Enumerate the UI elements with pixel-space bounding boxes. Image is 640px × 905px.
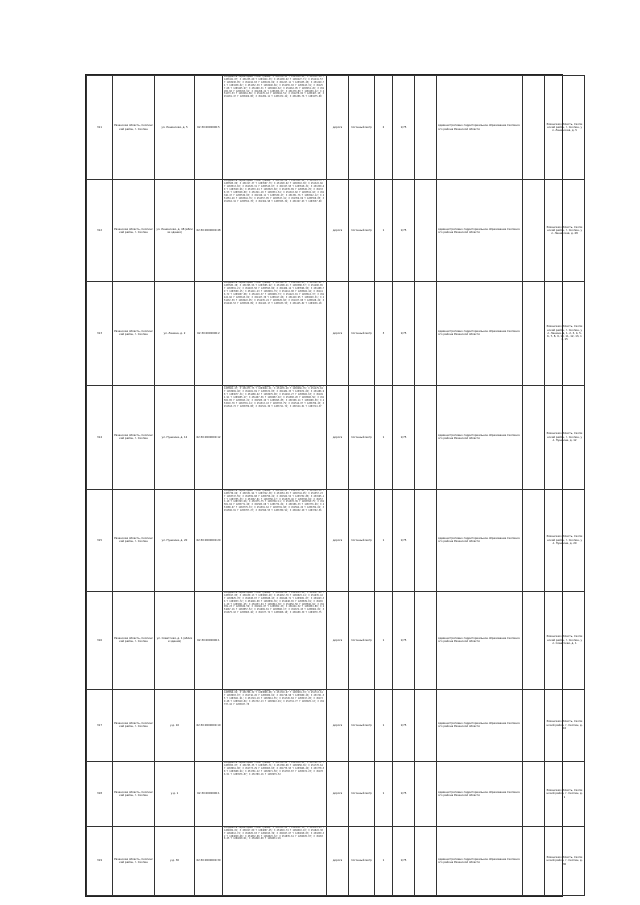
street-cell: ул. Ленина, д. 2 [155,282,195,385]
condition-cell: 1/75 [393,76,415,180]
condition-cell: 1/75 [393,180,415,282]
condition-cell: 1/75 [393,689,415,761]
geo-coordinates-text: Координаты характерных точек границ: X 451703.03 Y 1283893.39; X 451705.68 Y 1283896.04; X 451708.32 Y 1283898.68; X 451710.97 Y 1283901.33; X 451713.61 Y 1283903.97; X 451716.26 Y 1283906.62; X 451718.90 Y 1283909.26; X 451721.55 Y 1283911.91; X 451724.19 Y 1283914.55; X 451726.84 Y 1283917.20; X 451729.48 Y 1283919.84; X 451732.13 Y 1283922.49; X 451734.77 Y 1283925.13; X 451737.42 Y 1283927.78 [224,689,325,707]
geo-coordinates-cell [223,282,327,385]
length-cell: 1 [375,762,393,827]
municipality-cell: Рязанская область, Скопинский район, г. Скопин [113,826,155,895]
empty-cell [523,180,545,282]
object-type-cell: дорога [327,489,349,591]
row-number: 317 [87,689,113,761]
table-row [87,76,585,180]
object-type-cell: дорога [327,180,349,282]
cadastral-cell: 62:30:0000000:1 [195,591,223,689]
cadastral-cell: 62:30:0000000:12 [195,385,223,489]
street-cell: ул. Советская, д. 1 (вблизи здания) [155,591,195,689]
empty-cell [523,591,545,689]
empty-cell [415,762,437,827]
empty-cell [523,282,545,385]
geo-coordinates-cell [223,591,327,689]
unit-cell: погонный метр [349,180,375,282]
geo-coordinates-text: Координаты характерных точек границ: X 451811.80 Y 1284002.16; X 451814.45 Y 1284004.81; X 451817.09 Y 1284007.45; X 451819.74 Y 1284010.10; X 451822.38 Y 1284012.74; X 451825.03 Y 1284015.39; X 451827.67 Y 1284018.03; X 451830.32 Y 1284020.68; X 451832.96 Y 1284023.32; X 451835.61 Y 1284025.97; X 451838.25 Y 1284028.61; X 451840.90 Y 1284031.26 [224,826,325,841]
row-number: 311 [87,76,113,180]
geo-coordinates-cell [223,689,327,761]
owner-cell: Рязанская область, Скопинский район, г. Скопин, ул. Ленинская, д. 48 [545,180,585,282]
empty-cell [523,385,545,489]
table-row [87,826,585,895]
municipality-cell: Рязанская область, Скопинский район, г. Скопин [113,180,155,282]
street-cell: у.д. 10 [155,689,195,761]
cadastral-cell: 62:30:0000000:1 [195,762,223,827]
length-cell: 3 [375,282,393,385]
basis-cell: Административно-территориальное образование Скопинского района Рязанской области [437,282,523,385]
geo-coordinates-text: Координаты характерных точек границ: X 451546.65 Y 1283737.01; X 451549.30 Y 1283739.66; X 451551.94 Y 1283742.30; X 451554.59 Y 1283744.95; X 451557.23 Y 1283747.59; X 451559.88 Y 1283750.24; X 451562.52 Y 1283752.88; X 451565.17 Y 1283755.53; X 451567.81 Y 1283758.17; X 451570.46 Y 1283760.82; X 451573.10 Y 1283763.46; X 451575.75 Y 1283766.11; X 451578.39 Y 1283768.75; X 451581.04 Y 1283771.40; X 451583.68 Y 1283774.04; X 451586.33 Y 1283776.69; X 451588.97 Y 1283779.33; X 451591.62 Y 1283781.98; X 451594.26 Y 1283784.62; X 451596.91 Y 1283787.27; X 451599.55 Y 1283789.91; X 451602.20 Y 1283792.56 [224,489,325,513]
condition-cell: 1/75 [393,282,415,385]
owner-cell: Рязанская область, Скопинский район, г. Скопин, ул. Пушкина, д. 12 [545,385,585,489]
municipality-cell: Рязанская область, Скопинский район, г. Скопин [113,762,155,827]
owner-cell: Рязанская область, Скопинский район, г. Скопин, ул. Советская, д. 1 [545,591,585,689]
owner-cell: Рязанская область, Скопинский район, г. Скопин, ул. Ленинская, д. 5 [545,76,585,180]
unit-cell: погонный метр [349,762,375,827]
cadastral-cell: 62:30:0000000:10 [195,689,223,761]
row-number: 313 [87,282,113,385]
geo-coordinates-text: Координаты характерных точек границ: X 451468.46 Y 1283658.82; X 451471.11 Y 1283661.47; X 451473.75 Y 1283664.11; X 451476.40 Y 1283666.76; X 451479.04 Y 1283669.40; X 451481.69 Y 1283672.05; X 451484.33 Y 1283674.69; X 451486.98 Y 1283677.34; X 451489.62 Y 1283679.98; X 451492.27 Y 1283682.63; X 451494.91 Y 1283685.27; X 451497.56 Y 1283687.92; X 451500.20 Y 1283690.56; X 451502.85 Y 1283693.21; X 451505.49 Y 1283695.85; X 451508.14 Y 1283698.50; X 451510.78 Y 1283701.14; X 451513.43 Y 1283703.79; X 451516.07 Y 1283706.43; X 451518.72 Y 1283709.08; X 451521.36 Y 1283711.72; X 451524.01 Y 1283714.37 [224,385,325,408]
unit-cell: погонный метр [349,282,375,385]
empty-cell [523,762,545,827]
object-type-cell: дорога [327,385,349,489]
municipality-cell: Рязанская область, Скопинский район, г. Скопин [113,385,155,489]
row-number: 314 [87,385,113,489]
object-type-cell: дорога [327,76,349,180]
geo-coordinates-text: Координаты характерных точек границ: X 451390.27 Y 1283580.63; X 451392.92 Y 1283583.28; X 451395.56 Y 1283585.92; X 451398.21 Y 1283588.57; X 451400.85 Y 1283591.21; X 451403.50 Y 1283593.86; X 451406.14 Y 1283596.50; X 451408.79 Y 1283599.15; X 451411.43 Y 1283601.79; X 451414.08 Y 1283604.44; X 451416.72 Y 1283607.08; X 451419.37 Y 1283609.73; X 451422.01 Y 1283612.37; X 451424.66 Y 1283615.02; X 451427.30 Y 1283617.66; X 451429.95 Y 1283620.31; X 451432.59 Y 1283622.95; X 451435.24 Y 1283625.60; X 451437.88 Y 1283628.24; X 451440.53 Y 1283630.89; X 451443.17 Y 1283633.53; X 451445.82 Y 1283636.18 [224,282,325,305]
empty-cell [415,76,437,180]
empty-cell [415,826,437,895]
basis-cell: Административно-территориальное образование Скопинского района Рязанской области [437,180,523,282]
row-number: 316 [87,591,113,689]
empty-cell [523,76,545,180]
unit-cell: погонный метр [349,385,375,489]
empty-cell [523,826,545,895]
basis-cell: Административно-территориальное образование Скопинского района Рязанской области [437,76,523,180]
length-cell: 2 [375,76,393,180]
object-type-cell: дорога [327,762,349,827]
unit-cell: погонный метр [349,591,375,689]
table-row [87,489,585,591]
geo-coordinates-cell [223,180,327,282]
length-cell: 1 [375,385,393,489]
geo-coordinates-text: Координаты характерных точек границ: X 451624.84 Y 1283815.20; X 451627.49 Y 1283817.85; X 451630.13 Y 1283820.49; X 451632.78 Y 1283823.14; X 451635.42 Y 1283825.78; X 451638.07 Y 1283828.43; X 451640.71 Y 1283831.07; X 451643.36 Y 1283833.72; X 451646.00 Y 1283836.36; X 451648.65 Y 1283839.01; X 451651.29 Y 1283841.65; X 451653.94 Y 1283844.30; X 451656.58 Y 1283846.94; X 451659.23 Y 1283849.59; X 451661.87 Y 1283852.23; X 451664.52 Y 1283854.88; X 451667.16 Y 1283857.52; X 451669.81 Y 1283860.17; X 451672.45 Y 1283862.81; X 451675.10 Y 1283865.46; X 451677.74 Y 1283868.10; X 451680.39 Y 1283870.75 [224,591,325,615]
condition-cell: 1/75 [393,591,415,689]
length-cell: 1 [375,591,393,689]
geo-coordinates-cell [223,762,327,827]
row-number: 315 [87,489,113,591]
object-type-cell: дорога [327,282,349,385]
empty-cell [415,591,437,689]
register-table [86,75,585,896]
table-row [87,385,585,489]
length-cell: 1 [375,489,393,591]
table-row [87,689,585,761]
street-cell: у.д. 1 [155,762,195,827]
municipality-cell: Рязанская область, Скопинский район, г. Скопин [113,489,155,591]
object-type-cell: дорога [327,689,349,761]
street-cell: ул. Ленинская, д. 48 (вблизи здания) [155,180,195,282]
street-cell: у.д. 30 [155,826,195,895]
table-row [87,180,585,282]
geo-coordinates-cell [223,76,327,180]
municipality-cell: Рязанская область, Скопинский район, г. Скопин [113,689,155,761]
row-number: 312 [87,180,113,282]
length-cell: 1 [375,180,393,282]
empty-cell [523,489,545,591]
cadastral-cell: 62:30:0000000:30 [195,826,223,895]
owner-cell: Рязанская область, Скопинский район, г. Скопин, ул. Ленина, д. 1, 2, 3, 4, 5, 6, 7, 8, 9, 10, 11, 12, 13, 14, 15 [545,282,585,385]
empty-cell [415,282,437,385]
owner-cell: Рязанская область, Скопинский район, г. Скопин, д. 10 [545,689,585,761]
geo-coordinates-text: Координаты характерных точек границ: X 451312.08 Y 1283502.44; X 451314.73 Y 1283505.09; X 451317.37 Y 1283507.73; X 451320.02 Y 1283510.38; X 451322.66 Y 1283513.02; X 451325.31 Y 1283515.67; X 451327.95 Y 1283518.31; X 451330.60 Y 1283520.96; X 451333.24 Y 1283523.60; X 451335.89 Y 1283526.25; X 451338.53 Y 1283528.89; X 451341.18 Y 1283531.54; X 451343.82 Y 1283534.18; X 451346.47 Y 1283536.83; X 451349.11 Y 1283539.47; X 451351.76 Y 1283542.12; X 451354.40 Y 1283544.76; X 451357.05 Y 1283547.41; X 451359.69 Y 1283550.05; X 451362.34 Y 1283552.70; X 451364.98 Y 1283555.34; X 451367.63 Y 1283557.99 [224,180,325,203]
unit-cell: погонный метр [349,826,375,895]
condition-cell: 1/75 [393,489,415,591]
table-row [87,591,585,689]
cadastral-cell: 62:30:0000000:48 [195,180,223,282]
municipality-cell: Рязанская область, Скопинский район, г. Скопин [113,76,155,180]
street-cell: ул. Ленинская, д. 5 [155,76,195,180]
condition-cell: 1/75 [393,826,415,895]
empty-cell [415,689,437,761]
owner-cell: Рязанская область, Скопинский район, г. Скопин, д. 1 [545,762,585,827]
length-cell: 1 [375,689,393,761]
geo-coordinates-text: Координаты характерных точек границ: X 451760.06 Y 1283950.42; X 451762.71 Y 1283953.07; X 451765.35 Y 1283955.71; X 451768.00 Y 1283958.36; X 451770.64 Y 1283961.00; X 451773.29 Y 1283963.65; X 451775.93 Y 1283966.29; X 451778.58 Y 1283968.94; X 451781.22 Y 1283971.58; X 451783.87 Y 1283974.23; X 451786.51 Y 1283976.87; X 451789.16 Y 1283979.52 [224,762,325,776]
empty-cell [415,385,437,489]
owner-cell: Рязанская область, Скопинский район, г. Скопин, ул. Пушкина, д. 20 [545,489,585,591]
basis-cell: Административно-территориальное образование Скопинского района Рязанской области [437,385,523,489]
geo-coordinates-cell [223,826,327,895]
length-cell: 1 [375,826,393,895]
condition-cell: 1/75 [393,762,415,827]
cadastral-cell: 62:30:0000000:5 [195,76,223,180]
geo-coordinates-text: Координаты характерных точек границ: X 451230.45 Y 1283419.82; X 451232.18 Y 1283421.07; X 451235.60 Y 1283424.33; X 451238.92 Y 1283427.71; X 451241.57 Y 1283430.05; X 451244.83 Y 1283432.69; X 451247.11 Y 1283435.28; X 451249.74 Y 1283438.02; X 451252.39 Y 1283440.66; X 451255.02 Y 1283443.31; X 451257.68 Y 1283445.97; X 451260.31 Y 1283448.62; X 451262.95 Y 1283451.26; X 451265.60 Y 1283453.91; X 451268.24 Y 1283456.57; X 451270.89 Y 1283459.22; X 451273.53 Y 1283461.86; X 451276.18 Y 1283464.51; X 451278.82 Y 1283467.15; X 451281.47 Y 1283469.80; X 451284.11 Y 1283472.44; X 451286.76 Y 1283475.09 [224,76,325,99]
owner-cell: Рязанская область, Скопинский район, г. Скопин, д. 30 [545,826,585,895]
empty-cell [523,689,545,761]
municipality-cell: Рязанская область, Скопинский район, г. Скопин [113,591,155,689]
street-cell: ул. Пушкина, д. 20 [155,489,195,591]
unit-cell: погонный метр [349,489,375,591]
street-cell: ул. Пушкина, д. 12 [155,385,195,489]
row-number: 318 [87,762,113,827]
table-row [87,762,585,827]
geo-coordinates-cell [223,489,327,591]
basis-cell: Административно-территориальное образование Скопинского района Рязанской области [437,591,523,689]
geo-coordinates-cell [223,385,327,489]
unit-cell: погонный метр [349,689,375,761]
basis-cell: Административно-территориальное образование Скопинского района Рязанской области [437,762,523,827]
cadastral-cell: 62:30:0000000:20 [195,489,223,591]
basis-cell: Административно-территориальное образование Скопинского района Рязанской области [437,826,523,895]
empty-cell [415,180,437,282]
basis-cell: Административно-территориальное образование Скопинского района Рязанской области [437,689,523,761]
unit-cell: погонный метр [349,76,375,180]
municipality-cell: Рязанская область, Скопинский район, г. Скопин [113,282,155,385]
document-page [85,74,583,897]
object-type-cell: дорога [327,826,349,895]
cadastral-cell: 62:30:0000000:2 [195,282,223,385]
basis-cell: Административно-территориальное образование Скопинского района Рязанской области [437,489,523,591]
condition-cell: 1/75 [393,385,415,489]
row-number: 319 [87,826,113,895]
object-type-cell: дорога [327,591,349,689]
empty-cell [415,489,437,591]
table-row [87,282,585,385]
